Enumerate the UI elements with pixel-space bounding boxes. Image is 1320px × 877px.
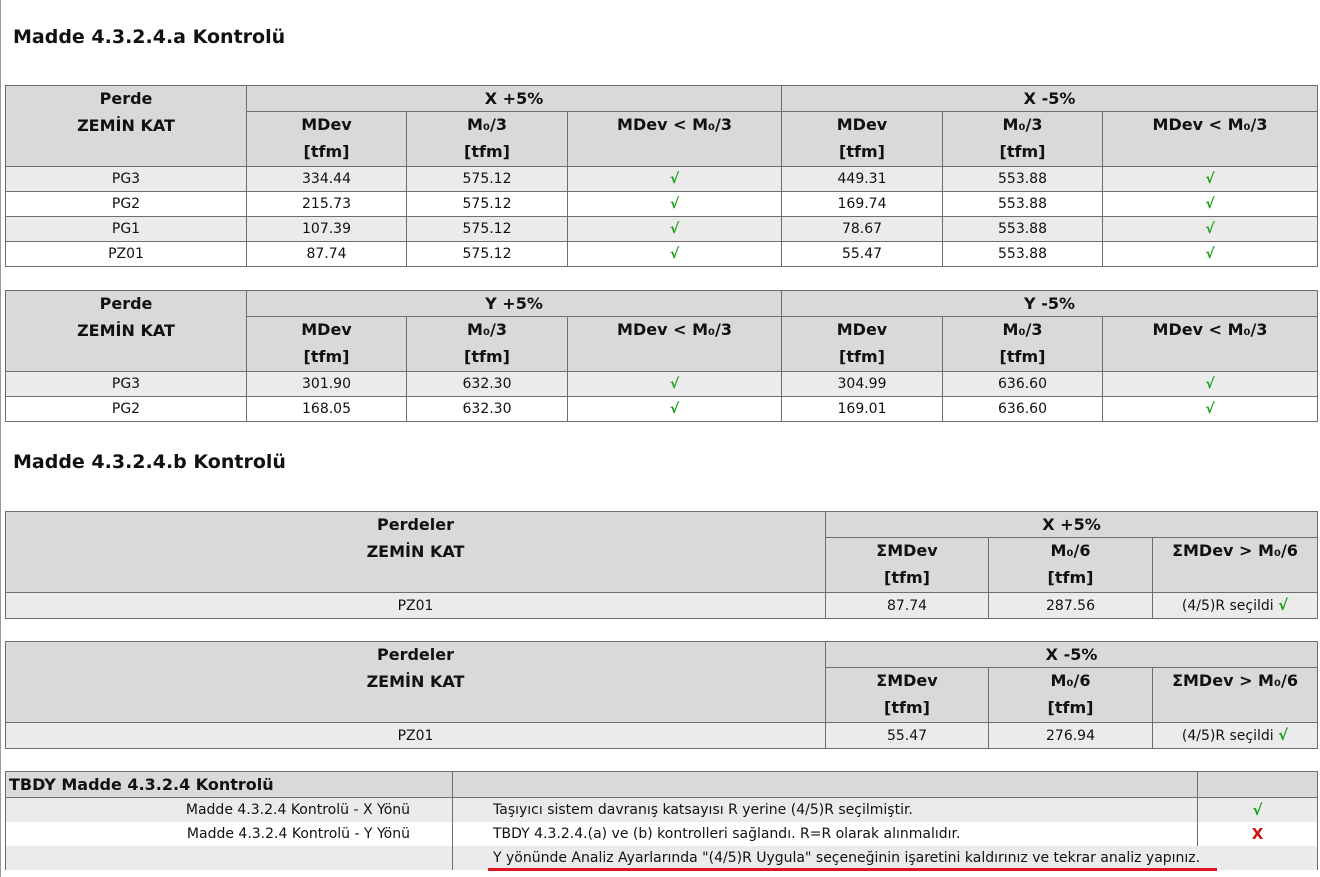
col-header: ΣMDev > M₀/6 <box>1153 668 1318 723</box>
col-header: MDev < M₀/3 <box>1103 112 1318 167</box>
table-row <box>6 798 1318 823</box>
group-header-x-minus: X -5% <box>826 642 1318 668</box>
table-b-x-plus <box>5 511 1318 619</box>
table-row <box>6 593 1318 619</box>
summary-title: TBDY Madde 4.3.2.4 Kontrolü <box>6 772 453 798</box>
cell-value: 107.39 <box>247 217 407 242</box>
col-header: ΣMDev [tfm] <box>826 668 989 723</box>
col-header: M₀/6 [tfm] <box>989 538 1153 593</box>
check-icon: √ <box>568 397 782 422</box>
cell-value: 78.67 <box>782 217 943 242</box>
check-icon: √ <box>1103 192 1318 217</box>
col-header: MDev [tfm] <box>247 112 407 167</box>
summary-label: Madde 4.3.2.4 Kontrolü - X Yönü <box>6 798 453 823</box>
check-icon: √ <box>568 242 782 267</box>
table-row <box>6 822 1318 846</box>
group-header-y-plus: Y +5% <box>247 291 782 317</box>
group-header-x-plus: X +5% <box>826 512 1318 538</box>
cell-status: (4/5)R seçildi √ <box>1153 723 1318 749</box>
cell-value: 553.88 <box>943 167 1103 192</box>
cell-value: 636.60 <box>943 372 1103 397</box>
col-header: ΣMDev > M₀/6 <box>1153 538 1318 593</box>
cell-value: 575.12 <box>407 242 568 267</box>
cell-value: 168.05 <box>247 397 407 422</box>
cell-status: (4/5)R seçildi √ <box>1153 593 1318 619</box>
check-icon: √ <box>1278 726 1289 744</box>
cell-name: PZ01 <box>6 593 826 619</box>
check-icon: √ <box>568 167 782 192</box>
table-a-y <box>5 290 1318 422</box>
summary-table <box>5 771 1318 870</box>
cell-name: PG2 <box>6 192 247 217</box>
group-header-x-minus: X -5% <box>782 86 1318 112</box>
table-row <box>6 217 1318 242</box>
cell-value: 287.56 <box>989 593 1153 619</box>
cell-value: 553.88 <box>943 242 1103 267</box>
summary-label: Madde 4.3.2.4 Kontrolü - Y Yönü <box>6 822 453 846</box>
table-row <box>6 723 1318 749</box>
col-header: ΣMDev [tfm] <box>826 538 989 593</box>
cell-name: PG1 <box>6 217 247 242</box>
col-header: MDev < M₀/3 <box>1103 317 1318 372</box>
group-header-y-minus: Y -5% <box>782 291 1318 317</box>
cell-value: 636.60 <box>943 397 1103 422</box>
check-icon: √ <box>1103 217 1318 242</box>
cell-value: 169.01 <box>782 397 943 422</box>
check-icon: √ <box>1103 372 1318 397</box>
col-perde-header: Perde ZEMİN KAT <box>6 291 247 372</box>
cell-value: 632.30 <box>407 372 568 397</box>
cell-value: 87.74 <box>247 242 407 267</box>
table-a-x <box>5 85 1318 267</box>
check-icon: √ <box>1103 397 1318 422</box>
cell-value: 55.47 <box>826 723 989 749</box>
table-row <box>6 846 1318 870</box>
cross-icon: X <box>1198 822 1318 846</box>
cell-value: 553.88 <box>943 192 1103 217</box>
table-row <box>6 192 1318 217</box>
col-perdeler-header: Perdeler ZEMİN KAT <box>6 642 826 723</box>
cell-value: 575.12 <box>407 192 568 217</box>
check-icon: √ <box>1198 798 1318 823</box>
col-header: M₀/3 [tfm] <box>943 112 1103 167</box>
cell-value: 304.99 <box>782 372 943 397</box>
table-row <box>6 372 1318 397</box>
cell-name: PZ01 <box>6 723 826 749</box>
col-perde-header: Perde ZEMİN KAT <box>6 86 247 167</box>
cell-value: 276.94 <box>989 723 1153 749</box>
col-perdeler-header: Perdeler ZEMİN KAT <box>6 512 826 593</box>
summary-text: TBDY 4.3.2.4.(a) ve (b) kontrolleri sağlandı. R=R olarak alınmalıdır. <box>453 822 1198 846</box>
cell-value: 449.31 <box>782 167 943 192</box>
summary-warning-text: Y yönünde Analiz Ayarlarında "(4/5)R Uygula" seçeneğinin işaretini kaldırınız ve tekrar analiz yapınız. <box>453 846 1318 870</box>
section-a-title: Madde 4.3.2.4.a Kontrolü <box>13 26 286 48</box>
cell-name: PG3 <box>6 372 247 397</box>
group-header-x-plus: X +5% <box>247 86 782 112</box>
cell-value: 575.12 <box>407 217 568 242</box>
check-icon: √ <box>568 372 782 397</box>
cell-value: 215.73 <box>247 192 407 217</box>
cell-name: PZ01 <box>6 242 247 267</box>
table-row <box>6 397 1318 422</box>
cell-value: 87.74 <box>826 593 989 619</box>
table-row <box>6 167 1318 192</box>
check-icon: √ <box>1103 242 1318 267</box>
col-header: MDev < M₀/3 <box>568 112 782 167</box>
table-row <box>6 242 1318 267</box>
cell-value: 575.12 <box>407 167 568 192</box>
col-header: MDev < M₀/3 <box>568 317 782 372</box>
table-b-x-minus <box>5 641 1318 749</box>
section-b-title: Madde 4.3.2.4.b Kontrolü <box>13 451 286 473</box>
cell-value: 632.30 <box>407 397 568 422</box>
summary-text: Taşıyıcı sistem davranış katsayısı R yerine (4/5)R seçilmiştir. <box>453 798 1198 823</box>
cell-value: 55.47 <box>782 242 943 267</box>
warning-underline <box>488 868 1217 871</box>
col-header: MDev [tfm] <box>782 317 943 372</box>
col-header: MDev [tfm] <box>782 112 943 167</box>
col-header: M₀/3 [tfm] <box>943 317 1103 372</box>
summary-header-empty <box>453 772 1198 798</box>
check-icon: √ <box>568 192 782 217</box>
cell-value: 553.88 <box>943 217 1103 242</box>
col-header: M₀/3 [tfm] <box>407 112 568 167</box>
summary-header-empty <box>1198 772 1318 798</box>
summary-label <box>6 846 453 870</box>
col-header: MDev [tfm] <box>247 317 407 372</box>
cell-value: 301.90 <box>247 372 407 397</box>
cell-name: PG3 <box>6 167 247 192</box>
check-icon: √ <box>1278 596 1289 614</box>
cell-value: 334.44 <box>247 167 407 192</box>
col-header: M₀/3 [tfm] <box>407 317 568 372</box>
cell-value: 169.74 <box>782 192 943 217</box>
check-icon: √ <box>568 217 782 242</box>
check-icon: √ <box>1103 167 1318 192</box>
col-header: M₀/6 [tfm] <box>989 668 1153 723</box>
cell-name: PG2 <box>6 397 247 422</box>
